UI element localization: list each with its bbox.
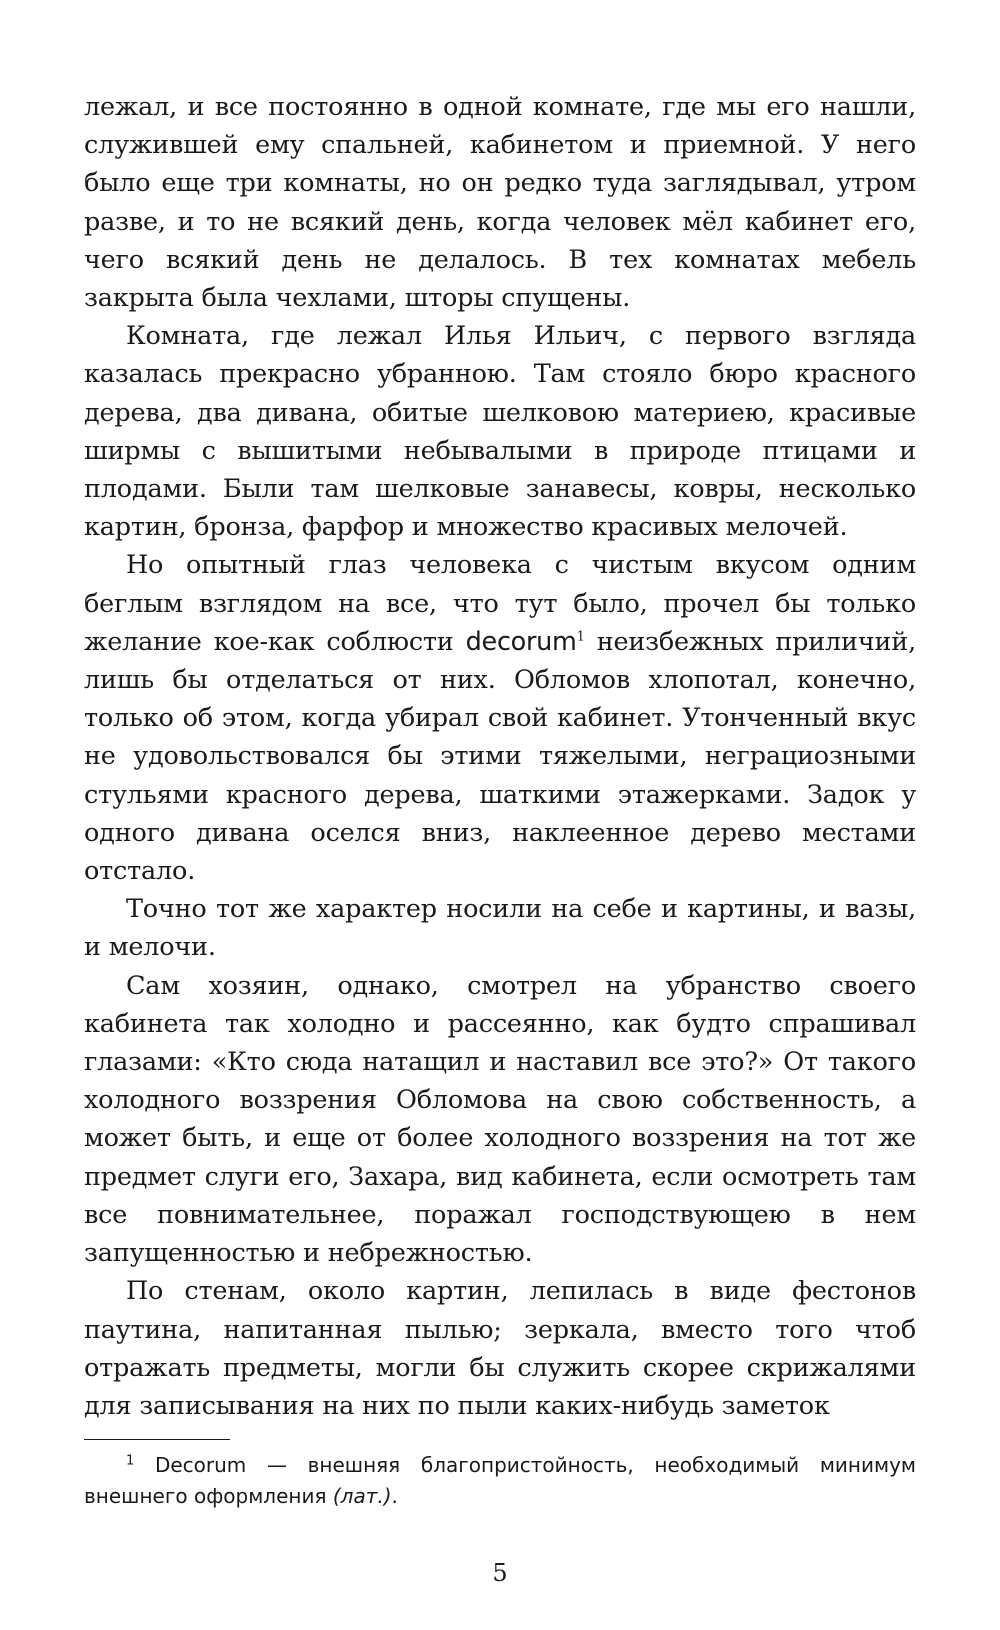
page-number: 5 [492, 1559, 508, 1587]
paragraph-4: Точно тот же характер носили на себе и картины, и вазы, и мелочи. [84, 894, 916, 963]
paragraph-3-start: Но опытный глаз человека с чистым вкусом одним беглым взглядом на все, что тут было, прочел бы только желание кое-как соблюсти [84, 550, 916, 657]
paragraph-2: Комната, где лежал Илья Ильич, с первого взгляда казалась прекрасно убранною. Там стояло бюро красного дерева, два дивана, обитые шелковою материею, красивые ширмы с вышитыми небывалыми в природе птицами и плодами. Были там шелковые занавесы, ковры, несколько картин, бронза, фарфор и множество красивых мелочей. [84, 321, 916, 543]
footnote-text: Decorum — внешняя благопристойность, необходимый минимум внешнего оформления [84, 1453, 916, 1508]
paragraph-3 [84, 546, 916, 890]
footnote-end: . [391, 1484, 398, 1508]
main-text [84, 88, 916, 1425]
footnote-mark: 1 [126, 1453, 135, 1469]
paragraph-3-end: неизбежных приличий, лишь бы отделаться от них. Обломов хлопотал, конечно, только об этом, когда убирал свой кабинет. Утонченный вкус не удовольствовался бы этими тяжелыми, неграциозными стульями красного дерева, шаткими этажерками. Задок у одного дивана оселся вниз, наклеенное дерево местами отстало. [84, 626, 916, 887]
footnote-reference[interactable]: 1 [576, 629, 585, 645]
paragraph-1: лежал, и все постоянно в одной комнате, где мы его нашли, служившей ему спальней, кабинетом и приемной. У него было еще три комнаты, но он редко туда заглядывал, утром разве, и то не всякий день, когда человек мёл кабинет его, чего всякий день не делалось. В тех комнатах мебель закрыта была чехлами, шторы спущены. [84, 92, 916, 314]
paragraph-6: По стенам, около картин, лепилась в виде фестонов паутина, напитанная пылью; зеркала, вместо того чтоб отражать предметы, могли бы служить скорее скрижалями для записывания на них по пыли каких-нибудь заметок [84, 1276, 916, 1421]
footnote-language: (лат.) [332, 1484, 392, 1508]
footnote-divider [84, 1439, 230, 1440]
paragraph-5: Сам хозяин, однако, смотрел на убранство своего кабинета так холодно и рассеянно, как будто спрашивал глазами: «Кто сюда натащил и наставил все это?» От такого холодного воззрения Обломова на свою собственность, а может быть, и еще от более холодного воззрения на тот же предмет слуги его, Захара, вид кабинета, если осмотреть там все повнимательнее, поражал господствующею в нем запущенностью и небрежностью. [84, 970, 916, 1269]
decorum-word: decorum [465, 626, 577, 657]
footnote [84, 1450, 916, 1512]
